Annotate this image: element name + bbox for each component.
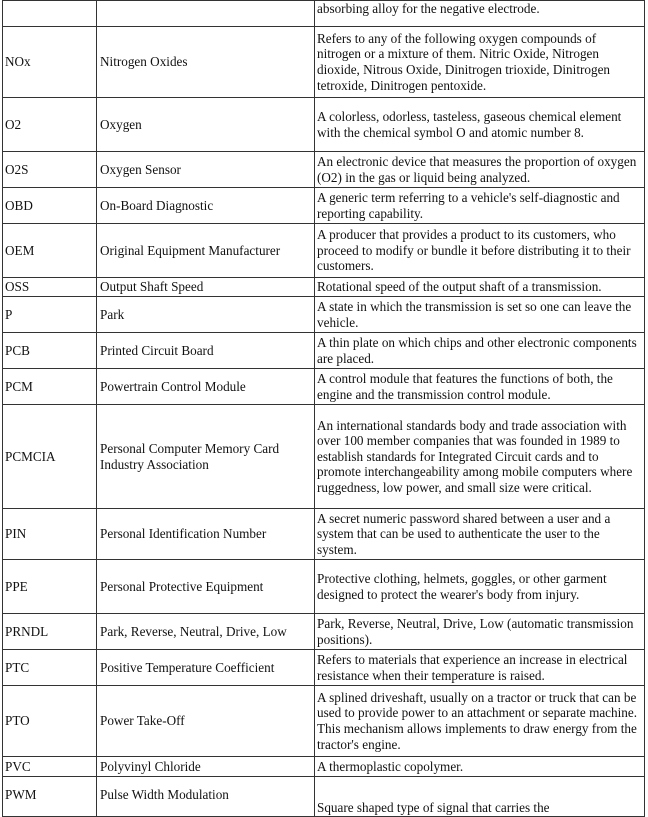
definition-cell: A control module that features the functions of both, the engine and the transmission control module. — [315, 369, 645, 405]
table-row — [3, 777, 645, 817]
term-cell: Polyvinyl Chloride — [97, 757, 315, 777]
abbreviation-cell: PRNDL — [3, 614, 97, 650]
table-row — [3, 98, 645, 152]
table-row — [3, 650, 645, 686]
table-row — [3, 152, 645, 188]
abbreviation-cell: PPE — [3, 560, 97, 614]
table-row — [3, 1, 645, 27]
abbreviation-cell: OSS — [3, 278, 97, 297]
abbreviation-cell: PCB — [3, 333, 97, 369]
definition-cell: A secret numeric password shared between a user and a system that can be used to authenticate the user to the system. — [315, 509, 645, 560]
abbreviation-cell: PCM — [3, 369, 97, 405]
abbreviation-cell: NOx — [3, 27, 97, 98]
definition-cell: A generic term referring to a vehicle's self-diagnostic and reporting capability. — [315, 188, 645, 224]
definition-cell: Protective clothing, helmets, goggles, or other garment designed to protect the wearer's body from injury. — [315, 560, 645, 614]
table-row — [3, 369, 645, 405]
term-cell: Original Equipment Manufacturer — [97, 224, 315, 278]
term-cell: Personal Protective Equipment — [97, 560, 315, 614]
definition-cell: An international standards body and trade association with over 100 member companies that was founded in 1989 to establish standards for Integrated Circuit cards and to promote interchangeability among mobile computers where ruggedness, low power, and small size were critical. — [315, 405, 645, 509]
definition-cell: A producer that provides a product to its customers, who proceed to modify or bundle it before distributing it to their customers. — [315, 224, 645, 278]
abbreviation-cell — [3, 1, 97, 27]
definition-cell: Refers to any of the following oxygen compounds of nitrogen or a mixture of them. Nitric Oxide, Nitrogen dioxide, Nitrous Oxide, Dinitrogen trioxide, Dinitrogen tetroxide, Dinitrogen pentoxide. — [315, 27, 645, 98]
term-cell: Printed Circuit Board — [97, 333, 315, 369]
definition-cell: An electronic device that measures the proportion of oxygen (O2) in the gas or liquid being analyzed. — [315, 152, 645, 188]
table-row — [3, 224, 645, 278]
term-cell: Output Shaft Speed — [97, 278, 315, 297]
definition-cell: Rotational speed of the output shaft of a transmission. — [315, 278, 645, 297]
abbreviation-cell: PIN — [3, 509, 97, 560]
abbreviation-cell: O2S — [3, 152, 97, 188]
term-cell: Powertrain Control Module — [97, 369, 315, 405]
table-row — [3, 509, 645, 560]
table-row — [3, 686, 645, 757]
abbreviation-cell: O2 — [3, 98, 97, 152]
term-cell: Oxygen Sensor — [97, 152, 315, 188]
abbreviation-cell: PVC — [3, 757, 97, 777]
table-row — [3, 614, 645, 650]
term-cell: Positive Temperature Coefficient — [97, 650, 315, 686]
abbreviation-cell: PTO — [3, 686, 97, 757]
definition-cell: A splined driveshaft, usually on a tractor or truck that can be used to provide power to an attachment or separate machine. This mechanism allows implements to draw energy from the tractor's engine. — [315, 686, 645, 757]
abbreviation-cell: OEM — [3, 224, 97, 278]
definition-cell: Park, Reverse, Neutral, Drive, Low (automatic transmission positions). — [315, 614, 645, 650]
term-cell: Personal Computer Memory Card Industry Association — [97, 405, 315, 509]
term-cell: Personal Identification Number — [97, 509, 315, 560]
table-row — [3, 278, 645, 297]
table-row — [3, 297, 645, 333]
term-cell: Park, Reverse, Neutral, Drive, Low — [97, 614, 315, 650]
definition-cell: A state in which the transmission is set so one can leave the vehicle. — [315, 297, 645, 333]
definition-cell: A colorless, odorless, tasteless, gaseous chemical element with the chemical symbol O and atomic number 8. — [315, 98, 645, 152]
abbreviation-cell: PTC — [3, 650, 97, 686]
abbreviation-cell: OBD — [3, 188, 97, 224]
table-row — [3, 560, 645, 614]
term-cell: Power Take-Off — [97, 686, 315, 757]
term-cell: Oxygen — [97, 98, 315, 152]
table-row — [3, 333, 645, 369]
term-cell: On-Board Diagnostic — [97, 188, 315, 224]
abbreviation-cell: P — [3, 297, 97, 333]
table-row — [3, 27, 645, 98]
table-row — [3, 405, 645, 509]
table-row — [3, 757, 645, 777]
definition-cell: Square shaped type of signal that carries the — [315, 777, 645, 817]
term-cell: Nitrogen Oxides — [97, 27, 315, 98]
term-cell: Pulse Width Modulation — [97, 777, 315, 817]
definition-cell: absorbing alloy for the negative electrode. — [315, 1, 645, 27]
abbreviation-cell: PCMCIA — [3, 405, 97, 509]
definition-cell: Refers to materials that experience an increase in electrical resistance when their temperature is raised. — [315, 650, 645, 686]
definition-cell: A thin plate on which chips and other electronic components are placed. — [315, 333, 645, 369]
glossary-table — [2, 0, 645, 817]
abbreviation-cell: PWM — [3, 777, 97, 817]
definition-cell: A thermoplastic copolymer. — [315, 757, 645, 777]
term-cell — [97, 1, 315, 27]
table-row — [3, 188, 645, 224]
term-cell: Park — [97, 297, 315, 333]
